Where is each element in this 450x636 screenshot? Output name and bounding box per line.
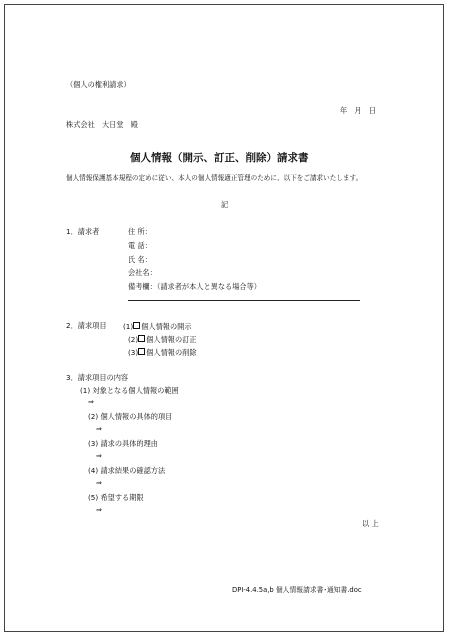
section3-heading: 3．請求項目の内容 [66,373,129,382]
item-number: (1) [123,321,134,331]
content-item-label: (5) 希望する期限 [88,493,144,502]
section2-heading: 2．請求項目 [66,321,107,330]
document-title: 個人情報（開示、訂正、削除）請求書 [130,152,309,164]
checkbox-disclose[interactable] [133,322,140,329]
item-label: 個人情報の削除 [146,347,197,357]
date-line: 年 月 日 [340,106,376,115]
footer-filename: DPI-4.4.5a,b 個人情報請求書･通知書.doc [232,586,362,594]
closing-mark: 以 上 [362,519,379,528]
ki-mark: 記 [221,200,229,209]
item-label: 個人情報の開示 [141,321,192,331]
addressee: 株式会社 大日堂 殿 [66,120,138,129]
document-page [4,4,444,632]
arrow-icon: ⇒ [96,479,102,487]
item-number: (2) [128,334,139,344]
arrow-icon: ⇒ [96,425,102,433]
arrow-icon: ⇒ [96,506,102,514]
checkbox-correct[interactable] [138,335,145,342]
section1-heading: 1．請求者 [66,227,100,236]
arrow-icon: ⇒ [96,452,102,460]
content-item-label: (4) 請求結果の確認方法 [88,466,166,475]
content-item-label: (2) 個人情報の具体的項目 [88,412,173,421]
field-phone: 電 話： [128,241,152,250]
request-item-2[interactable] [128,335,197,343]
checkbox-delete[interactable] [138,348,145,355]
item-label: 個人情報の訂正 [146,334,197,344]
field-name: 氏 名： [128,255,152,264]
arrow-icon: ⇒ [88,398,94,406]
field-company: 会社名： [128,268,157,277]
request-item-1[interactable] [123,322,192,330]
signature-rule [128,300,360,301]
request-type-note: （個人の権利請求） [66,80,131,89]
content-item-label: (1) 対象となる個人情報の範囲 [80,386,179,395]
field-remarks: 備考欄：（請求者が本人と異なる場合等） [128,282,261,291]
item-number: (3) [128,347,139,357]
intro-text: 個人情報保護基本規程の定めに従い、本人の個人情報適正管理のために、以下をご請求いたします。 [66,174,363,182]
content-item-label: (3) 請求の具体的理由 [88,439,158,448]
request-item-3[interactable] [128,348,197,356]
field-address: 住 所： [128,227,152,236]
